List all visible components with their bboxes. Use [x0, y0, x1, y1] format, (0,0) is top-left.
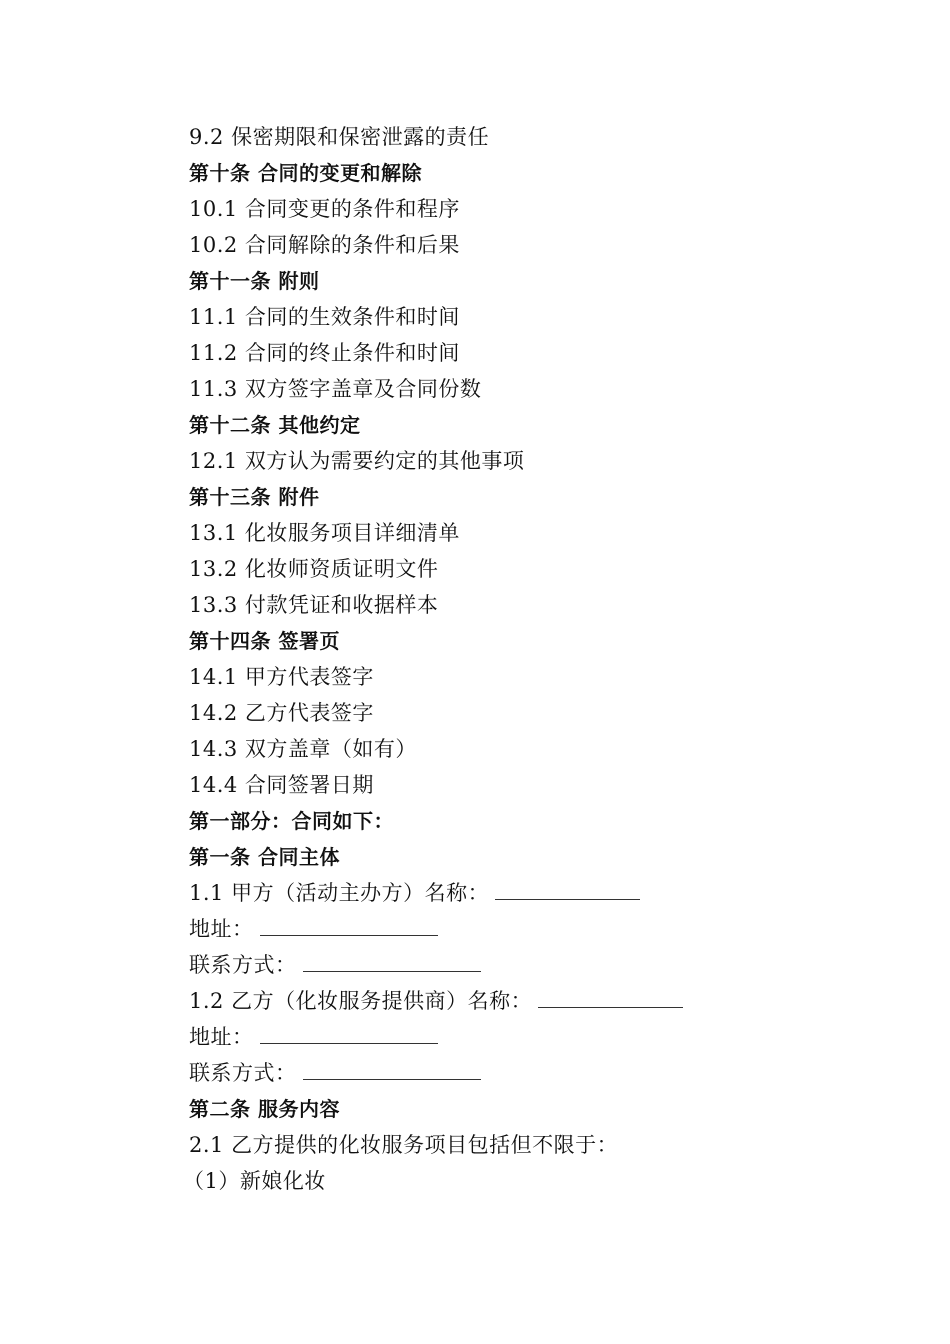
party-b-contact-label: 联系方式：	[189, 1061, 297, 1085]
party-a-contact-label: 联系方式：	[189, 953, 297, 977]
party-b-name-label: 1.2 乙方（化妆服务提供商）名称：	[189, 989, 533, 1013]
clause-11-1: 11.1 合同的生效条件和时间	[189, 305, 460, 329]
article-1-heading: 第一条 合同主体	[189, 845, 340, 869]
article-13-heading: 第十三条 附件	[189, 485, 320, 509]
party-a-name-row	[189, 875, 889, 911]
party-a-address-blank[interactable]	[260, 913, 438, 936]
party-b-name-row	[189, 983, 889, 1019]
party-b-contact-row	[189, 1055, 889, 1091]
clause-14-4: 14.4 合同签署日期	[189, 773, 374, 797]
clause-14-3: 14.3 双方盖章（如有）	[189, 737, 417, 761]
clause-14-1: 14.1 甲方代表签字	[189, 665, 374, 689]
clause-13-2: 13.2 化妆师资质证明文件	[189, 557, 439, 581]
clause-2-1: 2.1 乙方提供的化妆服务项目包括但不限于：	[189, 1133, 619, 1157]
part-1-heading: 第一部分：合同如下：	[189, 809, 394, 833]
article-2-heading: 第二条 服务内容	[189, 1097, 340, 1121]
article-14-heading: 第十四条 签署页	[189, 629, 340, 653]
party-a-address-label: 地址：	[189, 917, 254, 941]
service-item-1: （1）新娘化妆	[183, 1169, 326, 1193]
party-a-contact-row	[189, 947, 889, 983]
clause-10-1: 10.1 合同变更的条件和程序	[189, 197, 460, 221]
clause-11-3: 11.3 双方签字盖章及合同份数	[189, 377, 482, 401]
clause-10-2: 10.2 合同解除的条件和后果	[189, 233, 460, 257]
clause-13-1: 13.1 化妆服务项目详细清单	[189, 521, 460, 545]
party-a-name-label: 1.1 甲方（活动主办方）名称：	[189, 881, 490, 905]
article-11-heading: 第十一条 附则	[189, 269, 320, 293]
clause-12-1: 12.1 双方认为需要约定的其他事项	[189, 449, 525, 473]
party-b-address-row	[189, 1019, 889, 1055]
party-a-contact-blank[interactable]	[303, 949, 481, 972]
document-page	[183, 119, 889, 1199]
clause-13-3: 13.3 付款凭证和收据样本	[189, 593, 439, 617]
clause-14-2: 14.2 乙方代表签字	[189, 701, 374, 725]
party-a-address-row	[189, 911, 889, 947]
party-b-name-blank[interactable]	[538, 985, 683, 1008]
party-b-address-blank[interactable]	[260, 1021, 438, 1044]
party-b-address-label: 地址：	[189, 1025, 254, 1049]
clause-11-2: 11.2 合同的终止条件和时间	[189, 341, 460, 365]
article-10-heading: 第十条 合同的变更和解除	[189, 161, 422, 185]
article-12-heading: 第十二条 其他约定	[189, 413, 361, 437]
party-b-contact-blank[interactable]	[303, 1057, 481, 1080]
clause-9-2: 9.2 保密期限和保密泄露的责任	[189, 125, 490, 149]
party-a-name-blank[interactable]	[495, 877, 640, 900]
